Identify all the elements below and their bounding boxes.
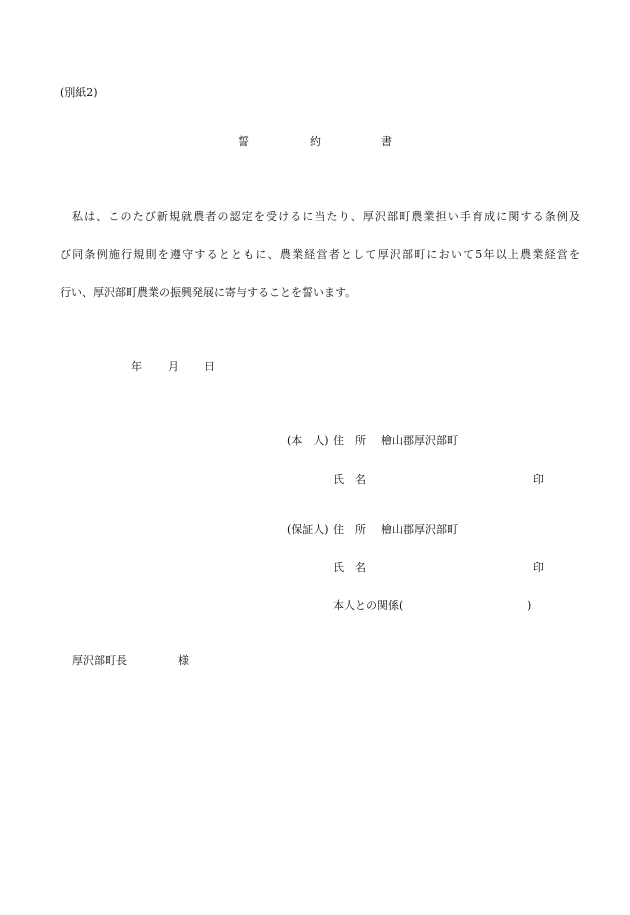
guarantor-seal-mark: 印 — [533, 561, 544, 574]
guarantor-address-label: 住 所 — [333, 523, 366, 536]
attachment-label: (別紙2) — [60, 86, 98, 99]
principal-seal-mark: 印 — [533, 473, 544, 486]
body-line-1: 私は、このたび新規就農者の認定を受けるに当たり、厚沢部町農業担い手育成に関する条例及 — [72, 210, 582, 223]
principal-address-value: 檜山郡厚沢部町 — [381, 434, 458, 447]
date-day-label: 日 — [204, 360, 215, 373]
addressee-name: 厚沢部町長 — [72, 654, 127, 667]
guarantor-name-label: 氏 名 — [333, 561, 366, 574]
title-char-3: 書 — [381, 135, 392, 148]
body-line-2: び同条例施行規則を遵守するとともに、農業経営者として厚沢部町において5年以上農業経営を — [60, 248, 582, 261]
principal-name-label: 氏 名 — [333, 473, 366, 486]
relation-close-paren: ) — [527, 599, 532, 612]
addressee-honorific: 様 — [178, 654, 189, 667]
date-year-label: 年 — [131, 360, 142, 373]
date-month-label: 月 — [168, 360, 179, 373]
principal-role-label: (本 人) — [287, 434, 329, 447]
guarantor-role-label: (保証人) — [287, 523, 329, 536]
principal-address-label: 住 所 — [333, 434, 366, 447]
title-char-2: 約 — [310, 135, 321, 148]
relation-label: 本人との関係( — [333, 599, 404, 612]
body-line-3: 行い、厚沢部町農業の振興発展に寄与することを誓います。 — [60, 286, 357, 299]
guarantor-address-value: 檜山郡厚沢部町 — [381, 523, 458, 536]
title-char-1: 誓 — [238, 135, 249, 148]
